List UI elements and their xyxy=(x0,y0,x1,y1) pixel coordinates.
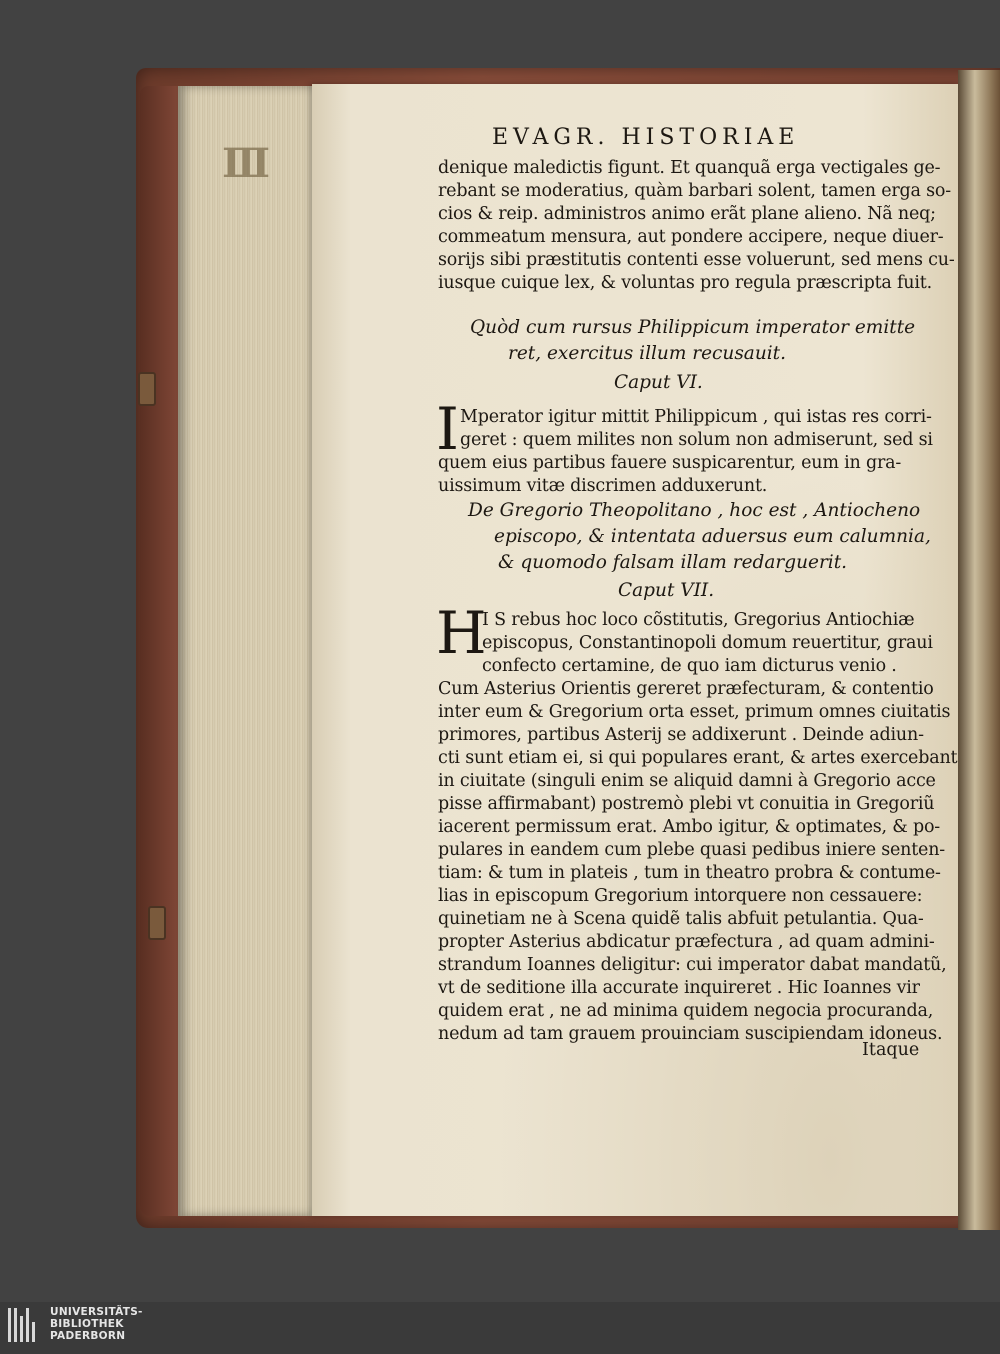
text-line: inter eum & Gregorium orta esset, primum omnes ciuitatis xyxy=(438,702,951,722)
text-line: strandum Ioannes deligitur: cui imperator dabat mandatũ, xyxy=(438,955,947,975)
chapter-7-title: episcopo, & intentata aduersus eum calumnia, xyxy=(494,526,931,547)
library-logo-line: PADERBORN xyxy=(50,1330,126,1342)
text-line: quinetiam ne à Scena quidẽ talis abfuit petulantia. Qua- xyxy=(438,909,924,929)
text-line: sorijs sibi præstitutis contenti esse voluerunt, sed mens cu- xyxy=(438,250,955,270)
text-line: cios & reip. administros animo erãt plane alieno. Nã neq; xyxy=(438,204,936,224)
text-line: quem eius partibus fauere suspicarentur, eum in gra- xyxy=(438,453,902,473)
chapter-7-title: & quomodo falsam illam redarguerit. xyxy=(498,552,848,573)
text-line: tiam: & tum in plateis , tum in theatro probra & contume- xyxy=(438,863,941,883)
drop-cap-H: H xyxy=(436,599,487,667)
text-line: lias in episcopum Gregorium intorquere non cessauere: xyxy=(438,886,923,906)
text-line: nedum ad tam grauem prouinciam suscipiendam idoneus. xyxy=(438,1024,943,1044)
text-line: quidem erat , ne ad minima quidem negocia procuranda, xyxy=(438,1001,934,1021)
text-line: confecto certamine, de quo iam dicturus venio . xyxy=(482,656,897,676)
page-edges xyxy=(178,86,318,1216)
fore-edge-mark: ΙΙΙ xyxy=(222,140,267,187)
text-line: Mperator igitur mittit Philippicum , qui istas res corri- xyxy=(460,407,932,427)
text-line: I S rebus hoc loco cõstitutis, Gregorius Antiochiæ xyxy=(482,610,915,630)
library-logo-line: BIBLIOTHEK xyxy=(50,1318,124,1330)
catchword: Itaque xyxy=(862,1040,920,1060)
library-logo-icon xyxy=(8,1308,40,1342)
text-line: episcopus, Constantinopoli domum reuertitur, graui xyxy=(482,633,933,653)
drop-cap-I: I xyxy=(436,395,459,463)
chapter-6-title: Quòd cum rursus Philippicum imperator emitte xyxy=(470,317,916,338)
text-line: propter Asterius abdicatur præfectura , ad quam admini- xyxy=(438,932,935,952)
text-line: primores, partibus Asterij se addixerunt . Deinde adiun- xyxy=(438,725,924,745)
chapter-7-caput: Caput VII. xyxy=(618,580,715,601)
text-line: Cum Asterius Orientis gereret præfecturam, & contentio xyxy=(438,679,934,699)
text-line: iusque cuique lex, & voluntas pro regula præscripta fuit. xyxy=(438,273,932,293)
text-line: denique maledictis figunt. Et quanquã erga vectigales ge- xyxy=(438,158,941,178)
library-logo-line: UNIVERSITÄTS- xyxy=(50,1306,143,1318)
text-line: commeatum mensura, aut pondere accipere, neque diuer- xyxy=(438,227,944,247)
clasp-lower xyxy=(148,906,166,940)
text-line: geret : quem milites non solum non admiserunt, sed si xyxy=(460,430,933,450)
running-head: EVAGR. HISTORIAE xyxy=(492,125,800,150)
text-line: uissimum vitæ discrimen adduxerunt. xyxy=(438,476,768,496)
text-line: cti sunt etiam ei, si qui populares erant, & artes exercebant xyxy=(438,748,958,768)
text-line: iacerent permissum erat. Ambo igitur, & optimates, & po- xyxy=(438,817,941,837)
text-line: pisse affirmabant) postremò plebi vt conuitia in Gregoriũ xyxy=(438,794,935,814)
text-line: pulares in eandem cum plebe quasi pedibus iniere senten- xyxy=(438,840,945,860)
footer-bar xyxy=(0,1302,1000,1354)
facing-page-gutter xyxy=(958,70,1000,1230)
chapter-6-caput: Caput VI. xyxy=(614,372,703,393)
text-line: in ciuitate (singuli enim se aliquid damni à Gregorio acce xyxy=(438,771,936,791)
text-line: rebant se moderatius, quàm barbari solent, tamen erga so- xyxy=(438,181,951,201)
clasp-upper xyxy=(138,372,156,406)
chapter-7-title: De Gregorio Theopolitano , hoc est , Antiocheno xyxy=(468,500,921,521)
text-line: vt de seditione illa accurate inquireret . Hic Ioannes vir xyxy=(438,978,920,998)
chapter-6-title: ret, exercitus illum recusauit. xyxy=(508,343,786,364)
